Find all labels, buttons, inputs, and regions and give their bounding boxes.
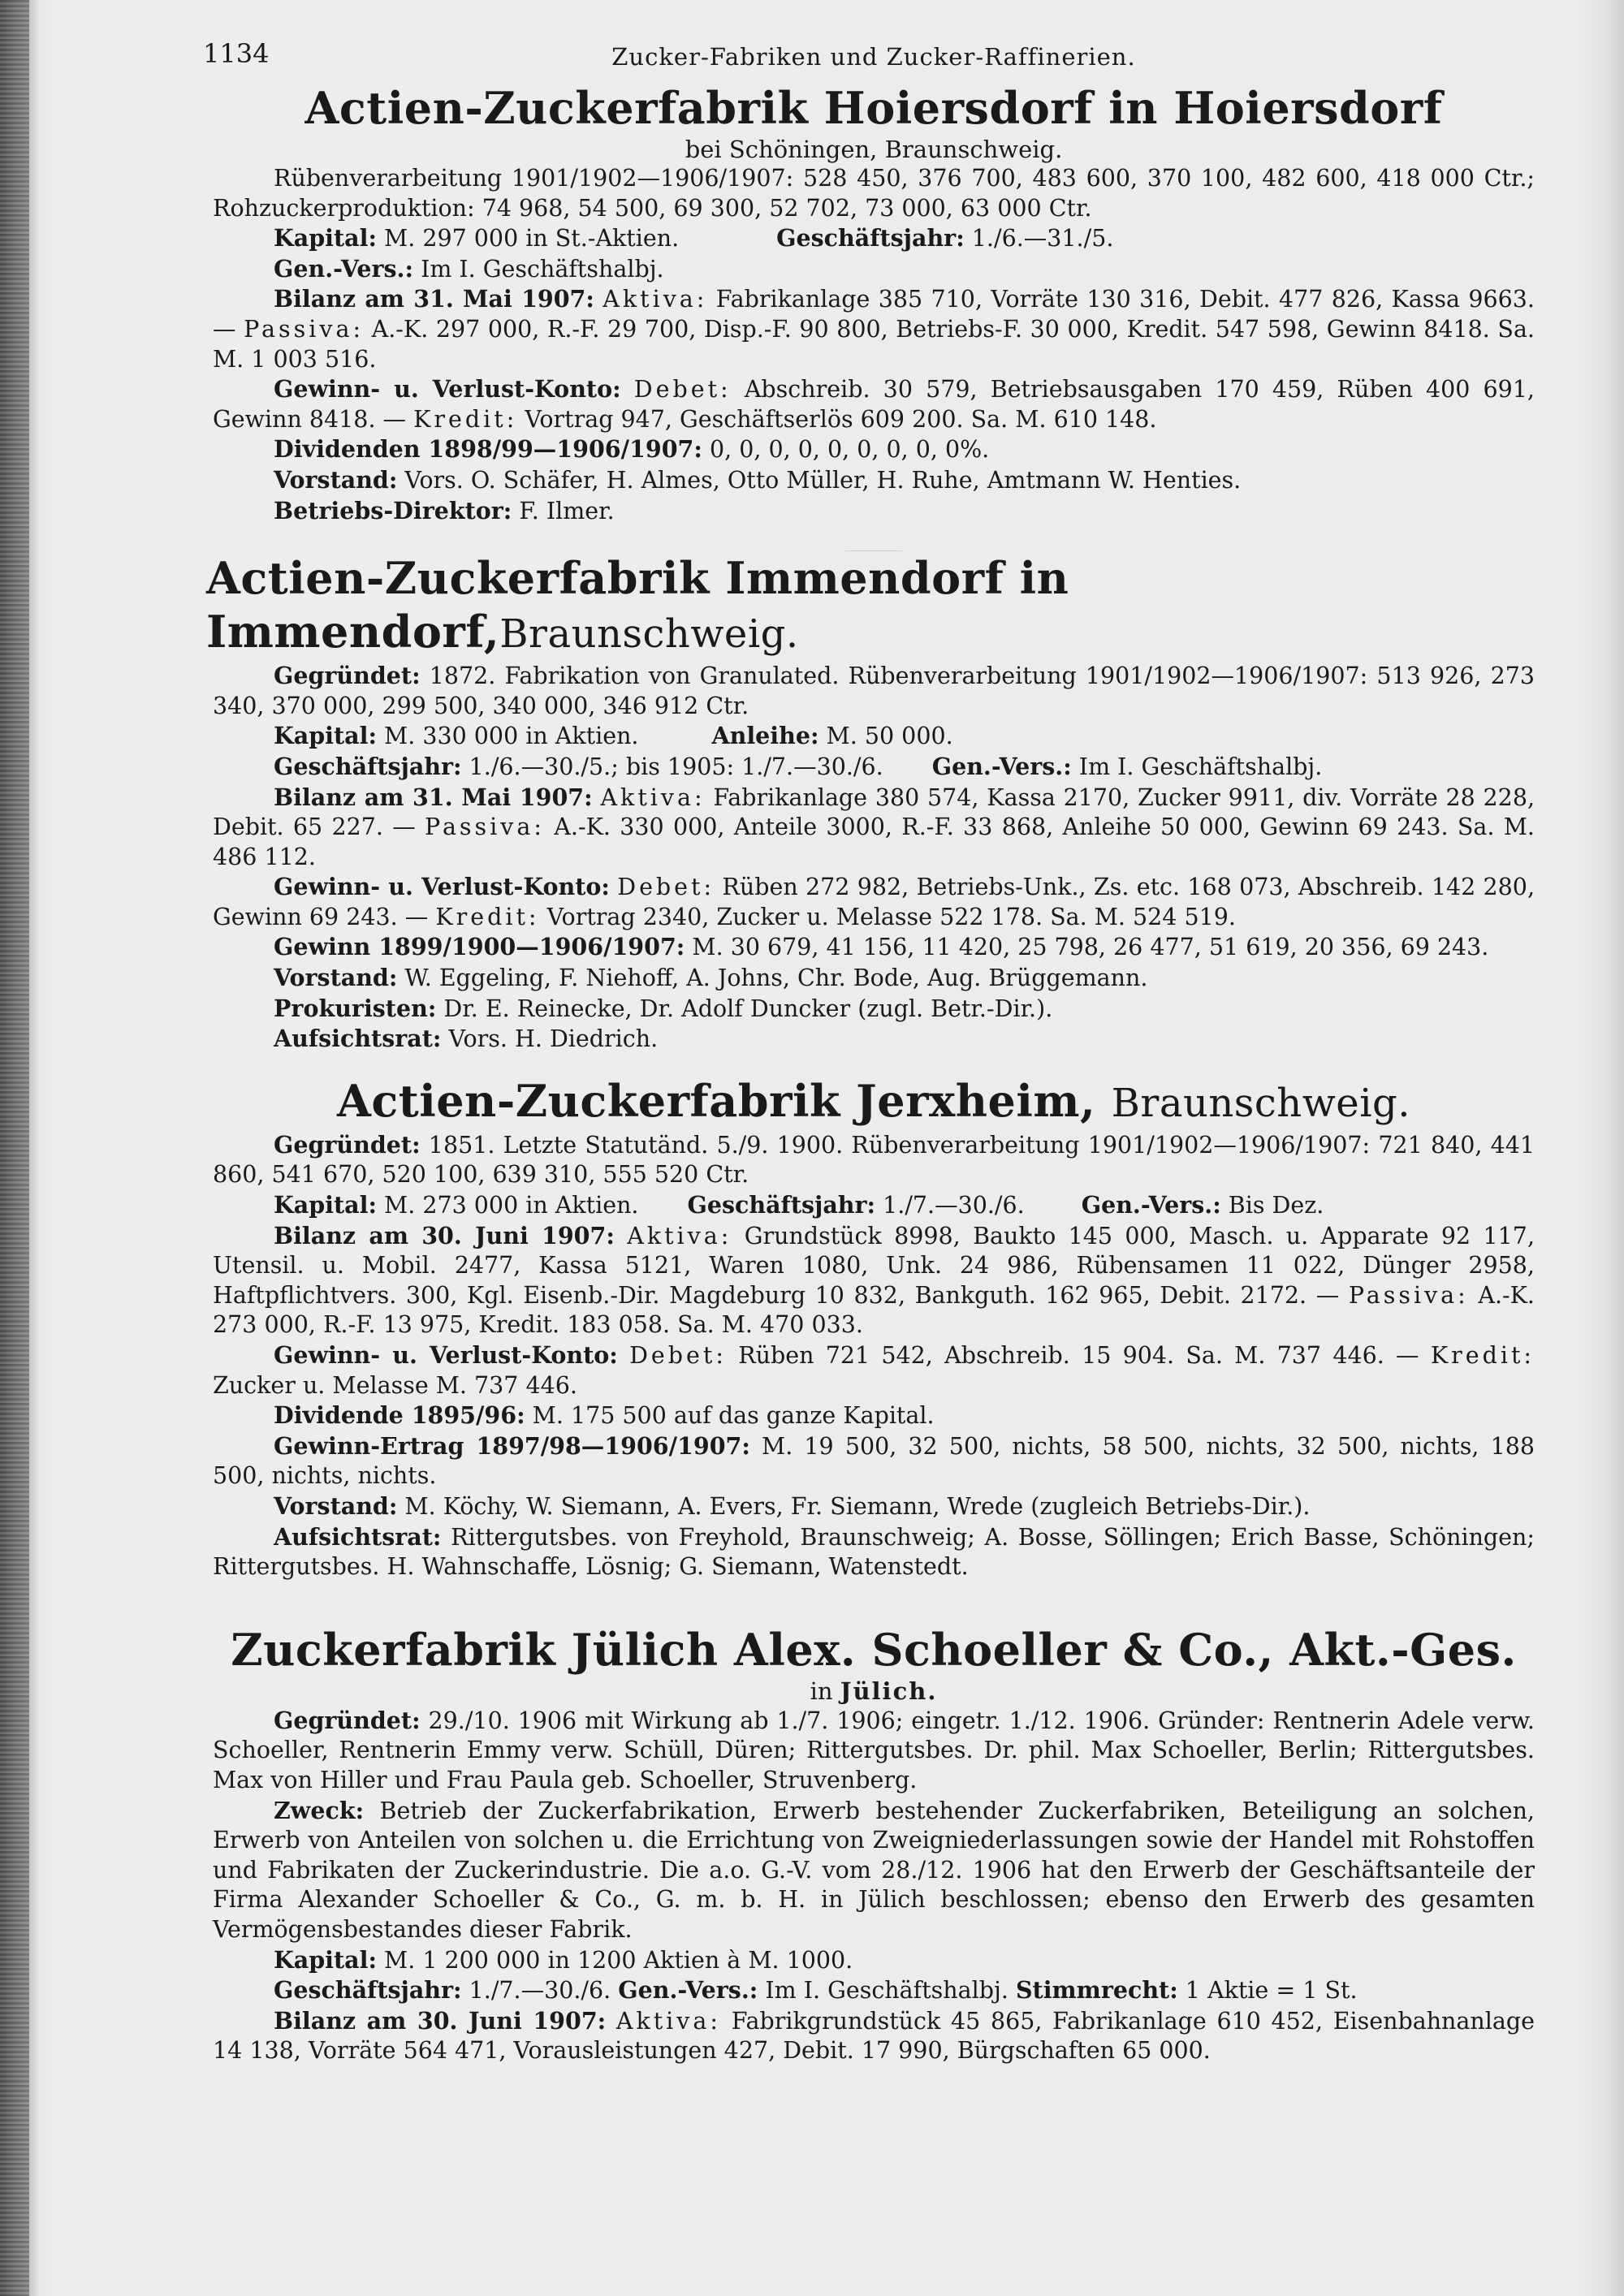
entry-title: Zuckerfabrik Jülich Alex. Schoeller & Co., Akt.-Ges. bbox=[231, 1623, 1517, 1676]
entry-jerxheim bbox=[213, 1074, 1535, 1582]
page-text-block bbox=[203, 38, 1535, 2066]
book-spine-shadow bbox=[0, 0, 29, 2296]
paragraph-kapital: Kapital: M. 273 000 in Aktien. Geschäftsjahr: 1./7.—30./6. Gen.-Vers.: Bis Dez. bbox=[274, 1191, 1324, 1219]
paragraph-geschaeftsjahr: Geschäftsjahr: 1./6.—30./5.; bis 1905: 1./7.—30./6. Gen.-Vers.: Im I. Geschäftshalbj. bbox=[274, 752, 1323, 780]
paragraph-bilanz: Bilanz am 31. Mai 1907: Aktiva: Fabrikanlage 380 574, Kassa 2170, Zucker 9911, div. Vorräte 28 228, Debit. 65 227. — Passiva: A.-K. 330 000, Anteile 3000, R.-F. 33 868, Anleihe 50 000, Gewinn 69 243. Sa. M. 486 112. bbox=[213, 783, 1535, 870]
paragraph-vorstand: Vorstand: W. Eggeling, F. Niehoff, A. Johns, Chr. Bode, Aug. Brüggemann. bbox=[274, 964, 1148, 992]
entry-title: Actien-Zuckerfabrik Immendorf in Immendorf,Braunschweig. bbox=[206, 552, 1069, 658]
paragraph-vorstand: Vorstand: M. Köchy, W. Siemann, A. Evers, Fr. Siemann, Wrede (zugleich Betriebs-Dir.). bbox=[274, 1491, 1311, 1520]
paragraph-geschaeftsjahr: Geschäftsjahr: 1./7.—30./6. Gen.-Vers.: Im I. Geschäftshalbj. Stimmrecht: 1 Aktie = 1 St. bbox=[274, 1976, 1358, 2005]
entry-hoiersdorf bbox=[213, 81, 1535, 526]
paragraph-aufsichtsrat: Aufsichtsrat: Vors. H. Diedrich. bbox=[274, 1025, 659, 1053]
paragraph-dividende: Dividende 1895/96: M. 175 500 auf das ganze Kapital. bbox=[274, 1401, 935, 1430]
paragraph-genvers: Gen.-Vers.: Im I. Geschäftshalbj. bbox=[274, 254, 664, 283]
paragraph-vorstand: Vorstand: Vors. O. Schäfer, H. Almes, Otto Müller, H. Ruhe, Amtmann W. Henties. bbox=[274, 465, 1242, 494]
paragraph-gegruendet: Gegründet: 1851. Letzte Statutänd. 5./9. 1900. Rübenverarbeitung 1901/1902—1906/1907: 721 840, 441 860, 541 670, 520 100, 639 310, 555 520 Ctr. bbox=[213, 1130, 1535, 1189]
paragraph-prokuristen: Prokuristen: Dr. E. Reinecke, Dr. Adolf Duncker (zugl. Betr.-Dir.). bbox=[274, 994, 1053, 1022]
paragraph-guv: Gewinn- u. Verlust-Konto: Debet: Abschreib. 30 579, Betriebsausgaben 170 459, Rüben 400 691, Gewinn 8418. — Kredit: Vortrag 947, Geschäftserlös 609 200. Sa. M. 610 148. bbox=[213, 375, 1535, 433]
paragraph-zweck: Zweck: Betrieb der Zuckerfabrikation, Erwerb bestehender Zuckerfabriken, Beteiligung an solchen, Erwerb von Anteilen von solchen u. die Errichtung von Zweigniederlassungen sowie der Handel mit Rohstoffen und Fabrikaten der Zuckerindustrie. Die a.o. G.-V. vom 28./12. 1906 hat den Erwerb der Geschäftsanteile der Firma Alexander Schoeller & Co., G. m. b. H. in Jülich beschlossen; ebenso den Erwerb des gesamten Vermögensbestandes dieser Fabrik. bbox=[213, 1796, 1535, 1943]
paragraph-kapital: Kapital: M. 1 200 000 in 1200 Aktien à M. 1000. bbox=[274, 1945, 853, 1974]
paragraph-ruebenverarbeitung: Rübenverarbeitung 1901/1902—1906/1907: 528 450, 376 700, 483 600, 370 100, 482 600, 418 000 Ctr.; Rohzuckerproduktion: 74 968, 54 500, 69 300, 52 702, 73 000, 63 000 Ctr. bbox=[213, 165, 1535, 222]
paragraph-bilanz: Bilanz am 30. Juni 1907: Aktiva: Fabrikgrundstück 45 865, Fabrikanlage 610 452, Eisenbahnanlage 14 138, Vorräte 564 471, Vorausleistungen 427, Debit. 17 990, Bürgschaften 65 000. bbox=[213, 2006, 1535, 2065]
entry-subtitle: bei Schöningen, Braunschweig. bbox=[685, 136, 1063, 163]
entry-subtitle: in Jülich. bbox=[810, 1677, 938, 1705]
paragraph-bilanz: Bilanz am 31. Mai 1907: Aktiva: Fabrikanlage 385 710, Vorräte 130 316, Debit. 477 826, Kassa 9663. — Passiva: A.-K. 297 000, R.-F. 29 700, Disp.-F. 90 800, Betriebs-F. 30 000, Kredit. 547 598, Gewinn 8418. Sa. M. 1 003 516. bbox=[213, 285, 1535, 373]
page-header bbox=[203, 38, 1535, 81]
paragraph-kapital: Kapital: M. 297 000 in St.-Aktien. Geschäftsjahr: 1./6.—31./5. bbox=[274, 224, 1114, 252]
running-title: Zucker-Fabriken und Zucker-Raffinerien. bbox=[611, 43, 1136, 71]
paragraph-kapital: Kapital: M. 330 000 in Aktien. Anleihe: M. 50 000. bbox=[274, 722, 953, 750]
page-number: 1134 bbox=[203, 38, 270, 69]
entry-juelich bbox=[213, 1623, 1535, 2066]
entry-title: Actien-Zuckerfabrik Hoiersdorf in Hoiersdorf bbox=[304, 82, 1443, 134]
paragraph-ertrag: Gewinn-Ertrag 1897/98—1906/1907: M. 19 500, 32 500, nichts, 58 500, nichts, 32 500, nichts, 188 500, nichts, nichts. bbox=[213, 1431, 1535, 1490]
paragraph-guv: Gewinn- u. Verlust-Konto: Debet: Rüben 721 542, Abschreib. 15 904. Sa. M. 737 446. — Kredit: Zucker u. Melasse M. 737 446. bbox=[213, 1341, 1535, 1399]
paragraph-gewinn: Gewinn 1899/1900—1906/1907: M. 30 679, 41 156, 11 420, 25 798, 26 477, 51 619, 20 356, 69 243. bbox=[274, 933, 1489, 961]
entry-immendorf bbox=[206, 551, 1535, 1055]
entry-title: Actien-Zuckerfabrik Jerxheim, Braunschweig. bbox=[336, 1074, 1411, 1127]
paragraph-bilanz: Bilanz am 30. Juni 1907: Aktiva: Grundstück 8998, Baukto 145 000, Masch. u. Apparate 92 117, Utensil. u. Mobil. 2477, Kassa 5121, Waren 1080, Unk. 24 986, Rübensamen 11 022, Dünger 2958, Haftpflichtvers. 300, Kgl. Eisenb.-Dir. Magdeburg 10 832, Bankguth. 162 965, Debit. 2172. — Passiva: A.-K. 273 000, R.-F. 13 975, Kredit. 183 058. Sa. M. 470 033. bbox=[213, 1221, 1535, 1339]
paragraph-gegruendet: Gegründet: 1872. Fabrikation von Granulated. Rübenverarbeitung 1901/1902—1906/1907: 513 926, 273 340, 370 000, 299 500, 340 000, 346 912 Ctr. bbox=[213, 662, 1535, 719]
paragraph-dividenden: Dividenden 1898/99—1906/1907: 0, 0, 0, 0, 0, 0, 0, 0, 0%. bbox=[274, 435, 990, 464]
paragraph-aufsichtsrat: Aufsichtsrat: Rittergutsbes. von Freyhold, Braunschweig; A. Bosse, Söllingen; Erich Basse, Schöningen; Rittergutsbes. H. Wahnschaffe, Lösnig; G. Siemann, Watenstedt. bbox=[213, 1522, 1535, 1581]
paragraph-gegruendet: Gegründet: 29./10. 1906 mit Wirkung ab 1./7. 1906; eingetr. 1./12. 1906. Gründer: Rentnerin Adele verw. Schoeller, Rentnerin Emmy verw. Schüll, Düren; Rittergutsbes. Dr. phil. Max Schoeller, Berlin; Rittergutsbes. Max von Hiller und Frau Paula geb. Schoeller, Struvenberg. bbox=[213, 1706, 1535, 1793]
paragraph-guv: Gewinn- u. Verlust-Konto: Debet: Rüben 272 982, Betriebs-Unk., Zs. etc. 168 073, Abschreib. 142 280, Gewinn 69 243. — Kredit: Vortrag 2340, Zucker u. Melasse 522 178. Sa. M. 524 519. bbox=[213, 873, 1535, 930]
paragraph-direktor: Betriebs-Direktor: F. Ilmer. bbox=[274, 496, 615, 524]
